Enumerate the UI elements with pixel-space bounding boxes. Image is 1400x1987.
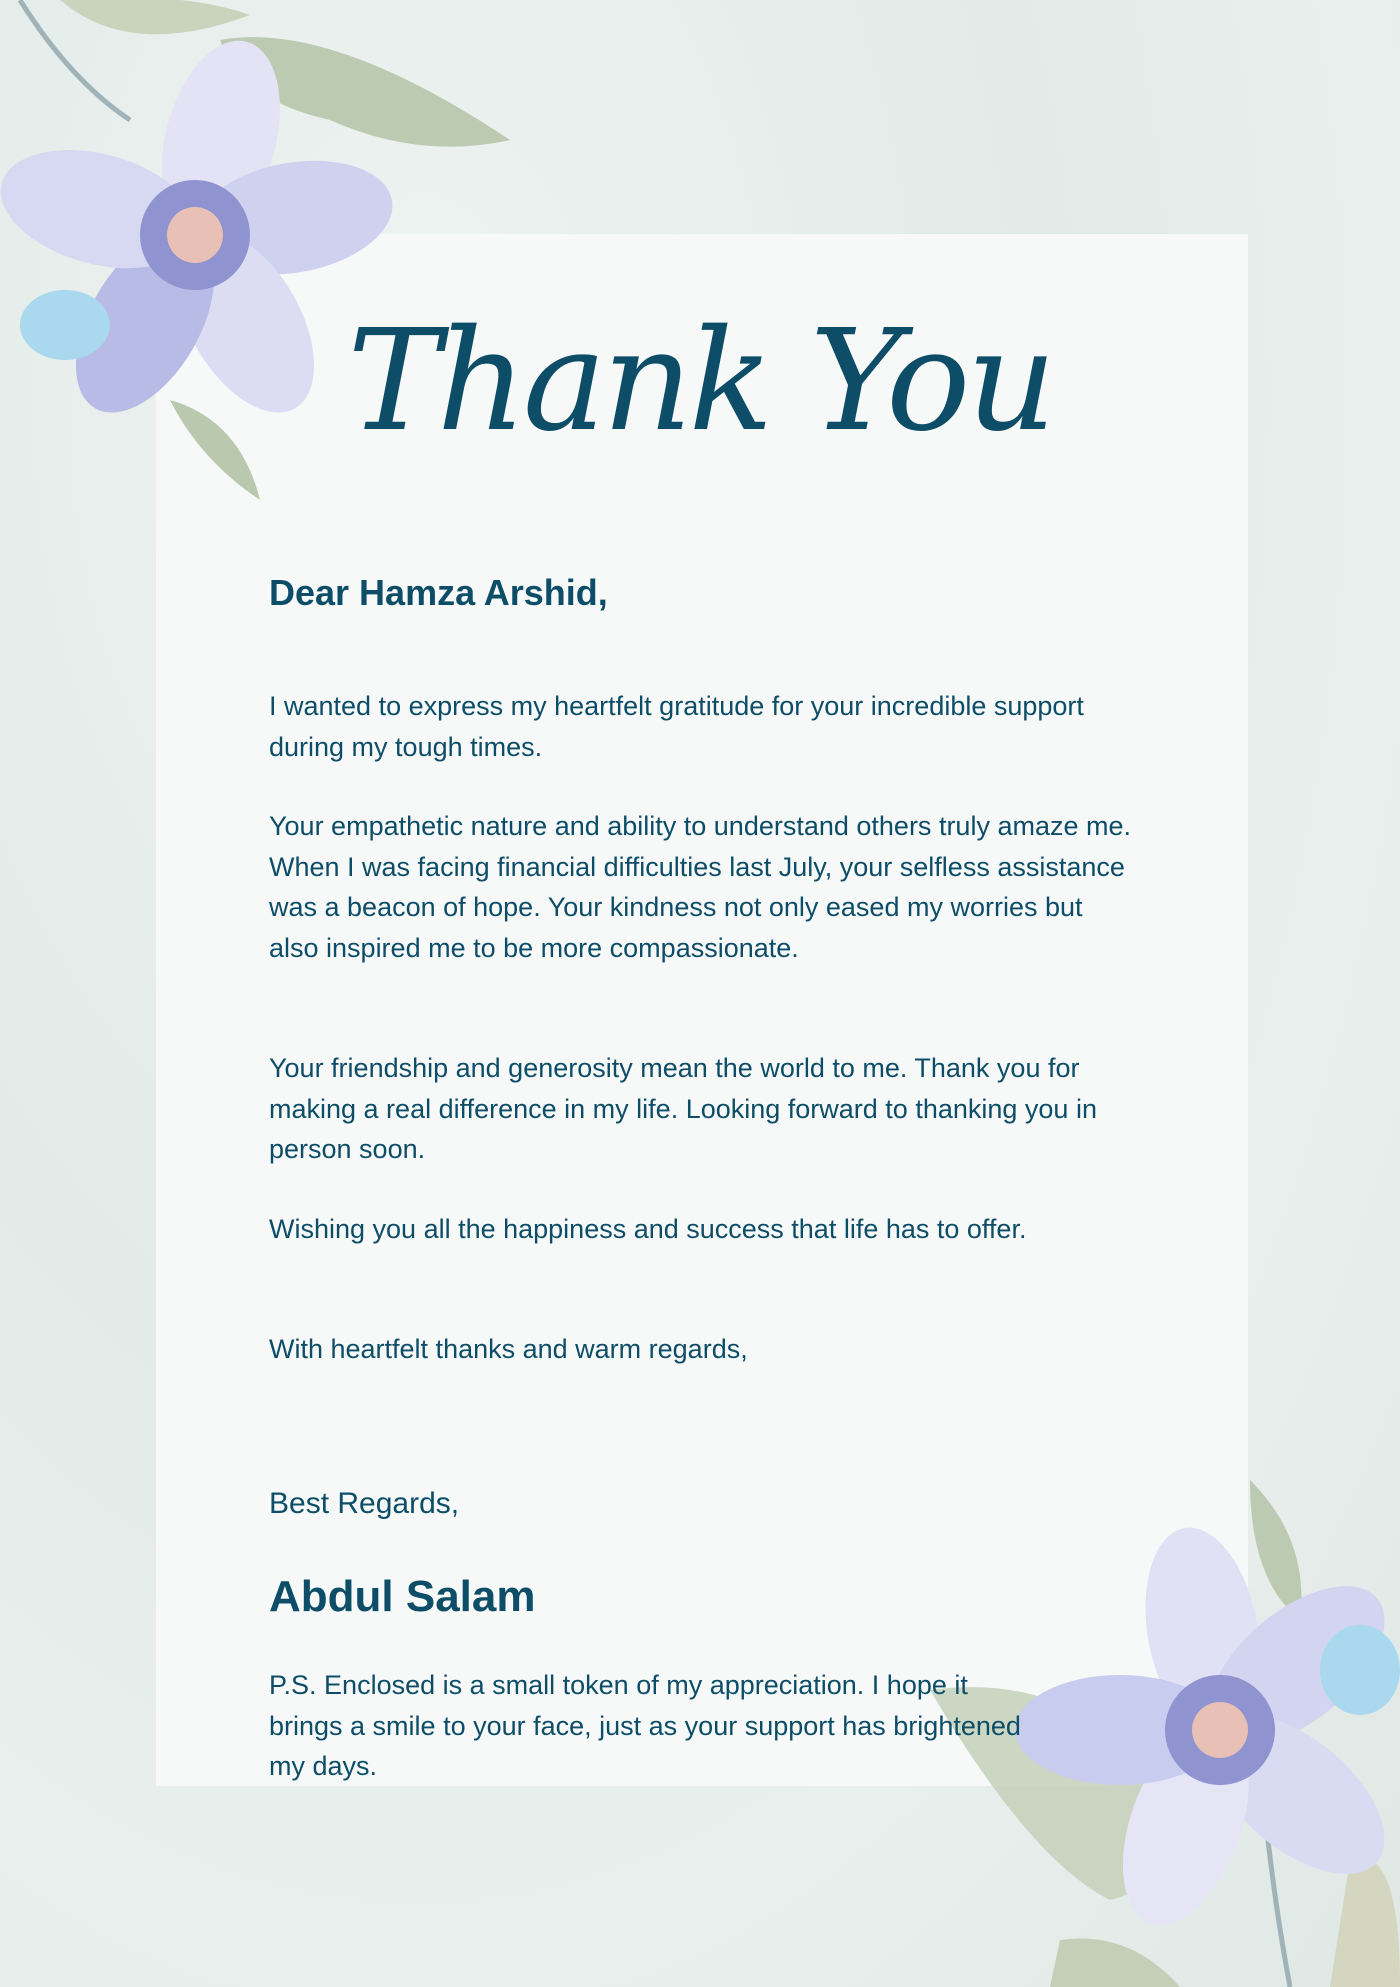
paragraph-4: Wishing you all the happiness and success that life has to offer. <box>269 1214 1027 1244</box>
closing: Best Regards, <box>269 1487 460 1520</box>
paragraph-5: With heartfelt thanks and warm regards, <box>269 1334 748 1364</box>
greeting: Dear Hamza Arshid, <box>269 572 608 613</box>
paragraph-2: Your empathetic nature and ability to understand others truly amaze me. When I was facing financial difficulties last July, your selfless assistance was a beacon of hope. Your kindness not only eased my worries but also inspired me to be more compassionate. <box>269 811 1131 963</box>
signer-name: Abdul Salam <box>269 1572 536 1621</box>
letter-title: Thank You <box>347 300 1053 463</box>
paragraph-1: I wanted to express my heartfelt gratitude for your incredible support during my tough times. <box>269 691 1084 762</box>
postscript: P.S. Enclosed is a small token of my appreciation. I hope it brings a smile to your face, just as your support has brightened my days. <box>269 1670 1021 1781</box>
paragraph-3: Your friendship and generosity mean the world to me. Thank you for making a real difference in my life. Looking forward to thanking you in person soon. <box>269 1053 1097 1164</box>
